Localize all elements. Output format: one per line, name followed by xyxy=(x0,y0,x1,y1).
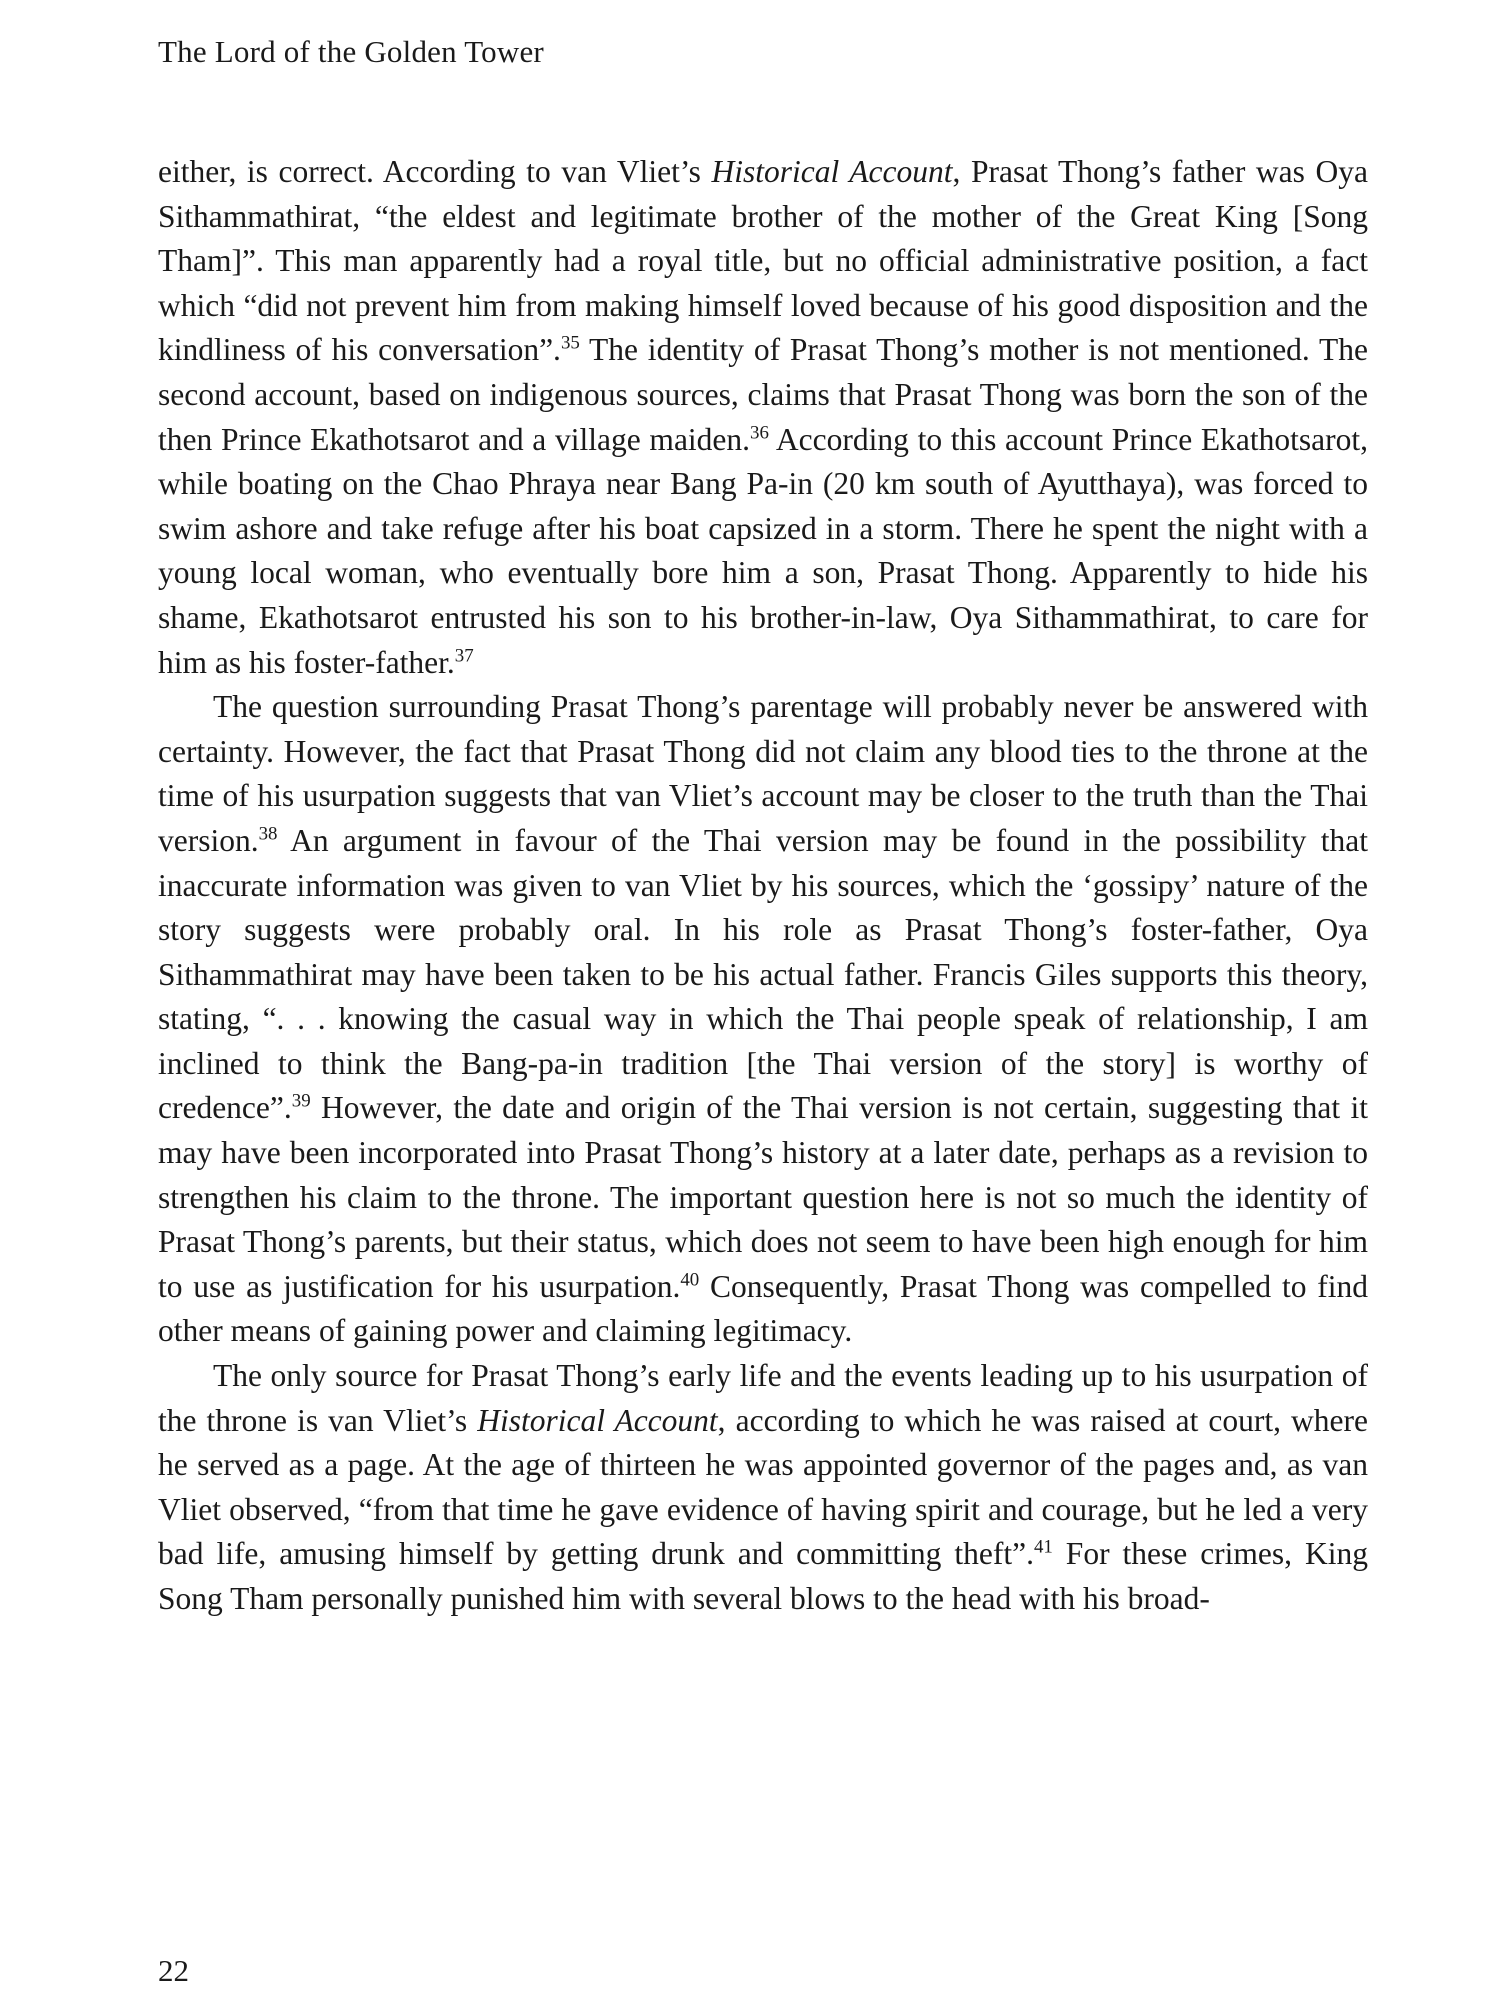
footnote-ref: 38 xyxy=(258,823,278,845)
text-run: An argument in favour of the Thai version may be found in the possibility that inaccurate information was given to van Vliet by his sources, which the ‘gossipy’ nature of the story suggests were probably oral. In his role as Prasat Thong’s foster-father, Oya Sithammathirat may have been taken to be his actual father. Francis Giles supports this theory, stating, “. . . knowing the casual way in which the Thai people speak of relationship, I am inclined to think the Bang-pa-in tradition [the Thai version of the story] is worthy of credence”. xyxy=(158,822,1368,1126)
text-run: However, the date and origin of the Thai version is not certain, suggesting that it may have been incorporated into Prasat Thong’s history at a later date, perhaps as a revision to strengthen his claim to the throne. The important question here is not so much the identity of Prasat Thong’s parents, but their status, which does not seem to have been high enough for him to use as justification for his usurpation. xyxy=(158,1090,1368,1304)
italic-title: Historical Account xyxy=(711,154,953,189)
page-number: 22 xyxy=(158,1953,189,1988)
body-text xyxy=(158,150,1368,1622)
footnote-ref: 37 xyxy=(454,645,474,667)
text-run: The identity of Prasat Thong’s mother is not mentioned. The second account, based on indigenous sources, claims that Prasat Thong was born the son of the then Prince Ekathotsarot and a village maiden. xyxy=(158,332,1369,457)
paragraph xyxy=(158,1354,1368,1622)
footnote-ref: 39 xyxy=(291,1091,311,1113)
paragraph xyxy=(158,150,1368,685)
running-head-title: The Lord of the Golden Tower xyxy=(158,34,544,69)
paragraph xyxy=(158,685,1368,1354)
text-run: , Prasat Thong’s father was Oya Sithammathirat, “the eldest and legitimate brother of the mother of the Great King [Song Tham]”. This man apparently had a royal title, but no official administrative position, a fact which “did not prevent him from making himself loved because of his good disposition and the kindliness of his conversation”. xyxy=(158,154,1369,368)
text-run: According to this account Prince Ekathotsarot, while boating on the Chao Phraya near Bang Pa-in (20 km south of Ayutthaya), was forced to swim ashore and take refuge after his boat capsized in a storm. There he spent the night with a young local woman, who eventually bore him a son, Prasat Thong. Apparently to hide his shame, Ekathotsarot entrusted his son to his brother-in-law, Oya Sithammathirat, to care for him as his foster-father. xyxy=(158,421,1368,680)
footnote-ref: 36 xyxy=(750,422,769,444)
text-run: The only source for Prasat Thong’s early life and the events leading up to his usurpation of the throne is van Vliet’s xyxy=(158,1358,1368,1438)
text-run: The question surrounding Prasat Thong’s parentage will probably never be answered with certainty. However, the fact that Prasat Thong did not claim any blood ties to the throne at the time of his usurpation suggests that van Vliet’s account may be closer to the truth than the Thai version. xyxy=(158,689,1368,858)
footnote-ref: 40 xyxy=(680,1269,700,1291)
text-run: For these crimes, King Song Tham personally punished him with several blows to the head with his broad- xyxy=(158,1536,1368,1616)
footnote-ref: 35 xyxy=(560,333,580,355)
italic-title: Historical Account xyxy=(477,1402,718,1438)
text-run: either, is correct. According to van Vliet’s xyxy=(158,154,712,189)
footnote-ref: 41 xyxy=(1033,1537,1053,1559)
text-run: , according to which he was raised at court, where he served as a page. At the age of thirteen he was appointed governor of the pages and, as van Vliet observed, “from that time he gave evidence of having spirit and courage, but he led a very bad life, amusing himself by getting drunk and committing theft”. xyxy=(158,1402,1369,1572)
text-run: Consequently, Prasat Thong was compelled to find other means of gaining power and claiming legitimacy. xyxy=(158,1268,1368,1349)
